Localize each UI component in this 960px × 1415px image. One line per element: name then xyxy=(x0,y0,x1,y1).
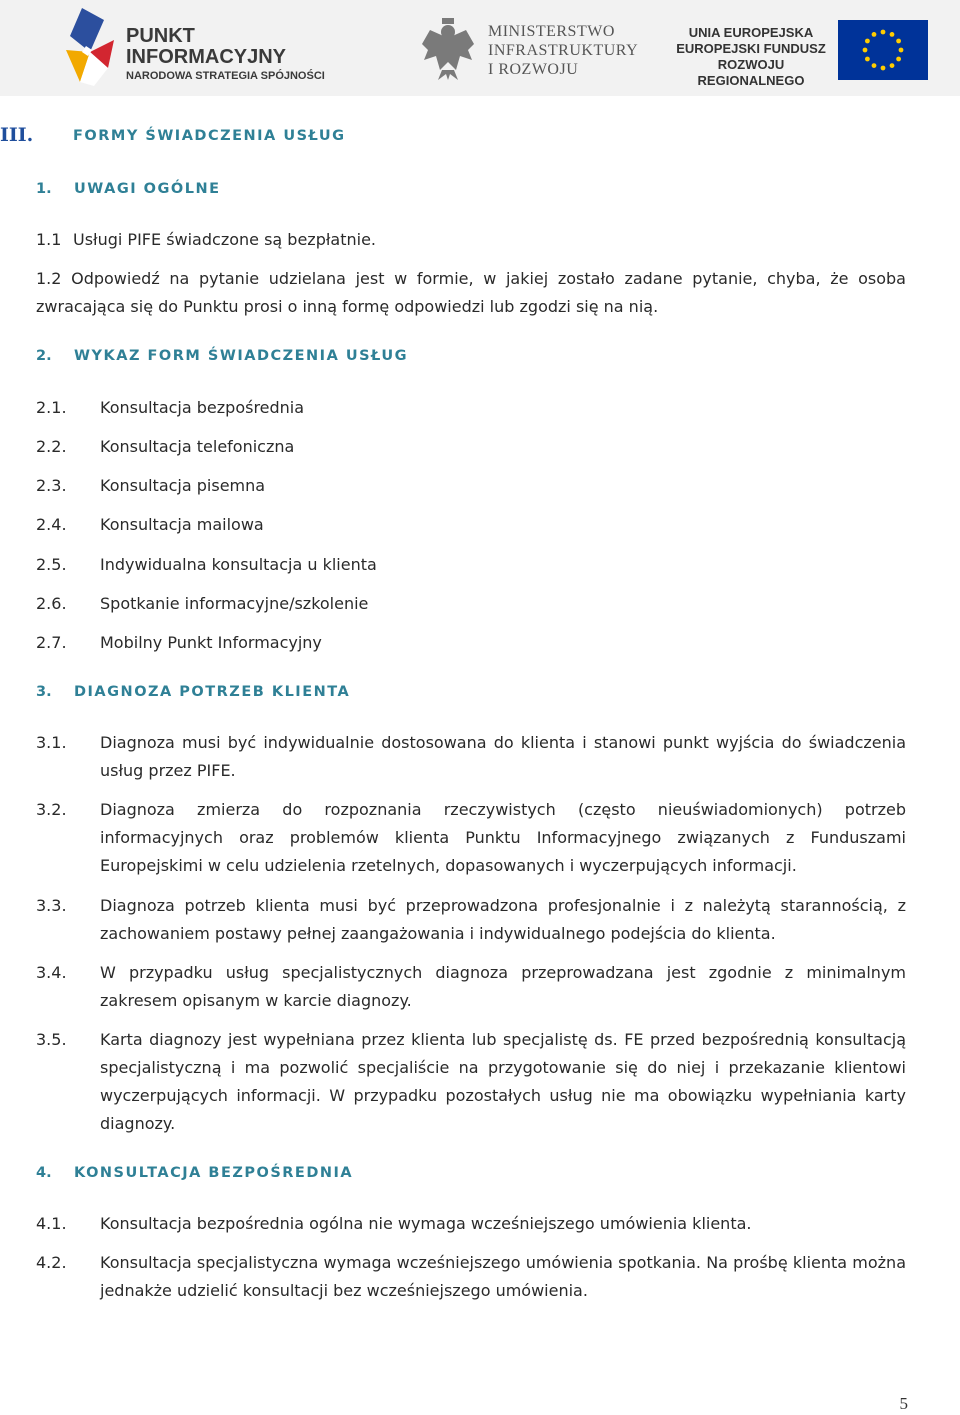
item-number: 2.2. xyxy=(36,437,67,456)
ministry-line-2: INFRASTRUKTURY xyxy=(488,42,639,59)
item-text: Konsultacja specjalistyczna wymaga wcześniejszego umówienia spotkania. Na prośbę klienta można jednakże udzielić konsultacji bez wcześniejszego umówienia. xyxy=(100,1253,906,1300)
item-text: Konsultacja bezpośrednia ogólna nie wymaga wcześniejszego umówienia klienta. xyxy=(100,1214,752,1233)
item-3-5 xyxy=(36,1026,906,1138)
ministry-line-1: MINISTERSTWO xyxy=(488,23,615,40)
item-number: 2.1. xyxy=(36,398,67,417)
eu-flag-icon xyxy=(838,20,928,80)
item-number: 2.4. xyxy=(36,515,67,534)
section-1-title: UWAGI OGÓLNE xyxy=(74,181,221,197)
item-text: Mobilny Punkt Informacyjny xyxy=(100,633,322,652)
item-text: Usługi PIFE świadczone są bezpłatnie. xyxy=(73,230,376,249)
item-3-3 xyxy=(36,892,906,948)
item-number: 1.1 xyxy=(36,230,62,249)
eu-logo xyxy=(672,16,932,88)
item-3-4 xyxy=(36,959,906,1015)
pi-title xyxy=(126,26,286,68)
item-number: 1.2 xyxy=(36,269,62,288)
item-number: 4.2. xyxy=(36,1253,67,1272)
item-number: 3.1. xyxy=(36,733,67,752)
ministry-name xyxy=(488,22,638,79)
chapter-title: FORMY ŚWIADCZENIA USŁUG xyxy=(73,128,346,144)
item-number: 3.4. xyxy=(36,963,67,982)
section-3-heading xyxy=(36,684,350,700)
item-1-2 xyxy=(36,265,906,321)
item-text: Diagnoza zmierza do rozpoznania rzeczywistych (często nieuświadomionych) potrzeb informacyjnych oraz problemów klienta Punktu Informacyjnego związanych z Funduszami Europejskimi w celu udzielenia rzetelnych, dopasowanych i wyczerpujących informacji. xyxy=(100,800,906,875)
item-3-2 xyxy=(36,796,906,880)
pi-title-line-2: INFORMACYJNY xyxy=(126,46,287,68)
logo-header xyxy=(0,0,960,96)
pi-title-line-1: PUNKT xyxy=(126,25,195,47)
ministry-line-3: I ROZWOJU xyxy=(488,61,579,78)
section-2-title: WYKAZ FORM ŚWIADCZENIA USŁUG xyxy=(74,348,409,364)
item-text: Karta diagnozy jest wypełniana przez klienta lub specjalistę ds. FE przed bezpośrednią konsultacją specjalistyczną i ma pozwolić specjaliście na przygotowanie się do niej i przekazanie klientowi wyczerpujących informacji. W przypadku pozostałych usług nie ma obowiązku wypełniania karty diagnozy. xyxy=(100,1030,906,1133)
item-number: 2.5. xyxy=(36,555,67,574)
eu-stars-icon xyxy=(838,20,928,80)
eu-name xyxy=(672,25,830,89)
chapter-number: III. xyxy=(0,124,34,146)
section-3-title: DIAGNOZA POTRZEB KLIENTA xyxy=(74,684,351,700)
eu-line-1: UNIA EUROPEJSKA xyxy=(688,25,814,40)
item-text: Indywidualna konsultacja u klienta xyxy=(100,555,377,574)
eu-line-2: EUROPEJSKI FUNDUSZ xyxy=(676,41,826,56)
item-number: 3.5. xyxy=(36,1030,67,1049)
item-text: Spotkanie informacyjne/szkolenie xyxy=(100,594,369,613)
section-4-title: KONSULTACJA BEZPOŚREDNIA xyxy=(74,1165,354,1181)
item-number: 2.7. xyxy=(36,633,67,652)
eu-line-3: ROZWOJU REGIONALNEGO xyxy=(697,57,805,88)
section-4-number: 4. xyxy=(36,1165,52,1181)
item-text: W przypadku usług specjalistycznych diagnoza przeprowadzana jest zgodnie z minimalnym zakresem opisanym w karcie diagnozy. xyxy=(100,963,906,1010)
item-text: Konsultacja bezpośrednia xyxy=(100,398,305,417)
pi-subtitle: NARODOWA STRATEGIA SPÓJNOŚCI xyxy=(126,70,325,82)
section-2-heading xyxy=(36,348,408,364)
item-text: Diagnoza potrzeb klienta musi być przeprowadzona profesjonalnie i z należytą starannością, z zachowaniem postawy pełnej zaangażowania i indywidualnego podejścia do klienta. xyxy=(100,896,906,943)
item-4-1 xyxy=(36,1210,906,1238)
item-text: Diagnoza musi być indywidualnie dostosowana do klienta i stanowi punkt wyjścia do świadczenia usług przez PIFE. xyxy=(100,733,906,780)
polish-eagle-icon xyxy=(418,16,478,82)
section-1-heading xyxy=(36,181,221,197)
section-4-heading xyxy=(36,1165,353,1181)
item-number: 3.2. xyxy=(36,800,67,819)
page-number: 5 xyxy=(899,1394,908,1413)
nss-emblem-icon xyxy=(60,6,122,90)
section-3-number: 3. xyxy=(36,684,52,700)
section-2-number: 2. xyxy=(36,348,52,364)
item-number: 2.3. xyxy=(36,476,67,495)
punkt-informacyjny-logo xyxy=(60,6,330,90)
item-text: Konsultacja mailowa xyxy=(100,515,264,534)
item-text: Konsultacja pisemna xyxy=(100,476,266,495)
item-number: 4.1. xyxy=(36,1214,67,1233)
item-number: 3.3. xyxy=(36,896,67,915)
section-1-number: 1. xyxy=(36,181,52,197)
item-text: Odpowiedź na pytanie udzielana jest w formie, w jakiej zostało zadane pytanie, chyba, że osoba zwracająca się do Punktu prosi o inną formę odpowiedzi lub zgodzi się na nią. xyxy=(36,269,906,316)
item-number: 2.6. xyxy=(36,594,67,613)
item-text: Konsultacja telefoniczna xyxy=(100,437,295,456)
ministry-logo xyxy=(418,16,648,86)
item-4-2 xyxy=(36,1249,906,1305)
item-3-1 xyxy=(36,729,906,785)
